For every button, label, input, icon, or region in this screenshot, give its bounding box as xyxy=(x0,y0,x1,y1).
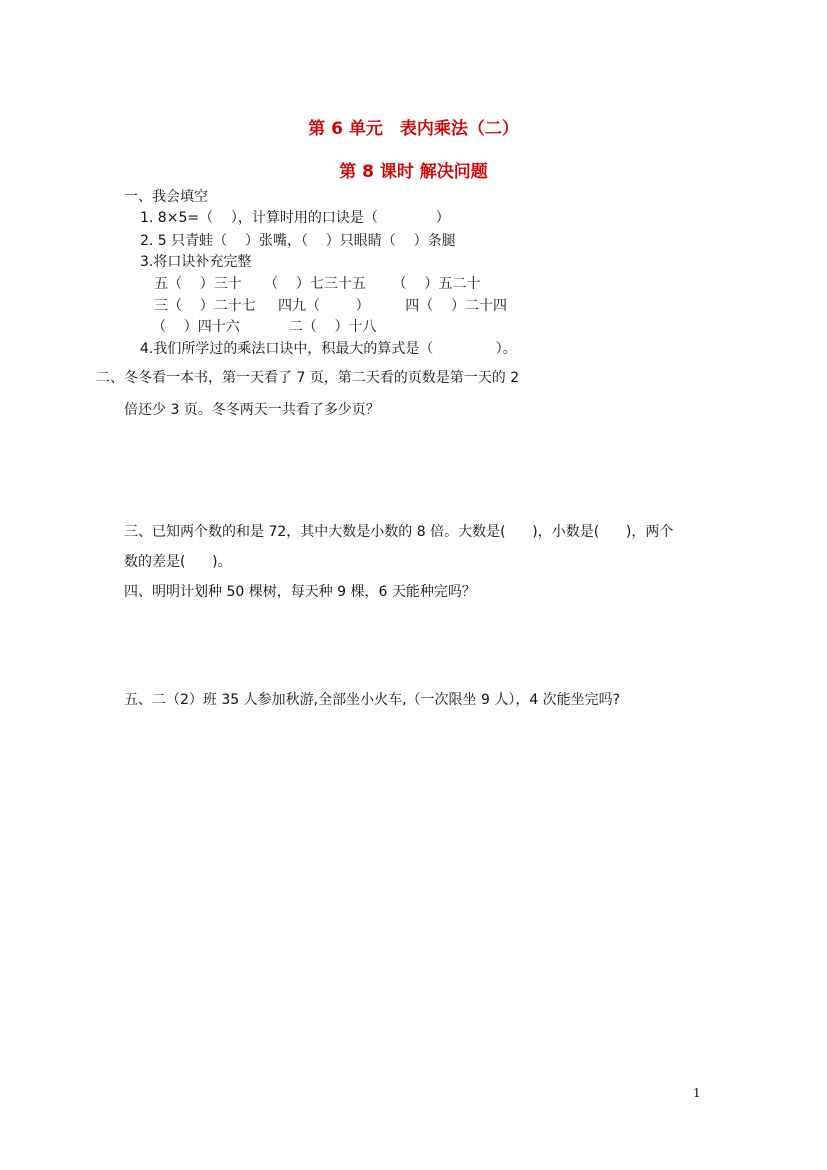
question-1-4: 4.我们所学过的乘法口诀中，积最大的算式是（ ）。 xyxy=(140,341,517,357)
question-1-3-intro: 3.将口诀补充完整 xyxy=(140,254,252,270)
question-1-3-row1: 五（ ）三十 （ ）七三十五 （ ）五二十 xyxy=(154,276,481,292)
page-number: 1 xyxy=(693,1086,701,1100)
question-1-2: 2. 5 只青蛙（ ）张嘴，（ ）只眼睛（ ）条腿 xyxy=(140,233,456,249)
question-1-1: 1. 8×5=（ ），计算时用的口诀是（ ） xyxy=(140,210,450,226)
lesson-title: 第 8 课时 解决问题 xyxy=(339,162,488,182)
section3-line1: 三、已知两个数的和是 72，其中大数是小数的 8 倍。大数是( )，小数是( )，两个 xyxy=(124,524,674,540)
section3-line2: 数的差是( )。 xyxy=(124,554,232,570)
unit-title: 第 6 单元 表内乘法（二） xyxy=(308,119,519,139)
section1-heading: 一、我会填空 xyxy=(124,189,208,205)
section2-line2: 倍还少 3 页。冬冬两天一共看了多少页？ xyxy=(124,402,380,418)
question-1-3-row2: 三（ ）二十七 四九（ ） 四（ ）二十四 xyxy=(154,298,508,314)
question-1-3-row3: （ ）四十六 二（ ）十八 xyxy=(152,319,377,335)
section2-line1: 二、冬冬看一本书，第一天看了 7 页，第二天看的页数是第一天的 2 xyxy=(96,370,520,386)
section4-line1: 四、明明计划种 50 棵树，每天种 9 棵，6 天能种完吗？ xyxy=(124,584,476,600)
section5-line1: 五、二（2）班 35 人参加秋游,全部坐小火车,（一次限坐 9 人），4 次能坐完吗? xyxy=(124,692,621,708)
